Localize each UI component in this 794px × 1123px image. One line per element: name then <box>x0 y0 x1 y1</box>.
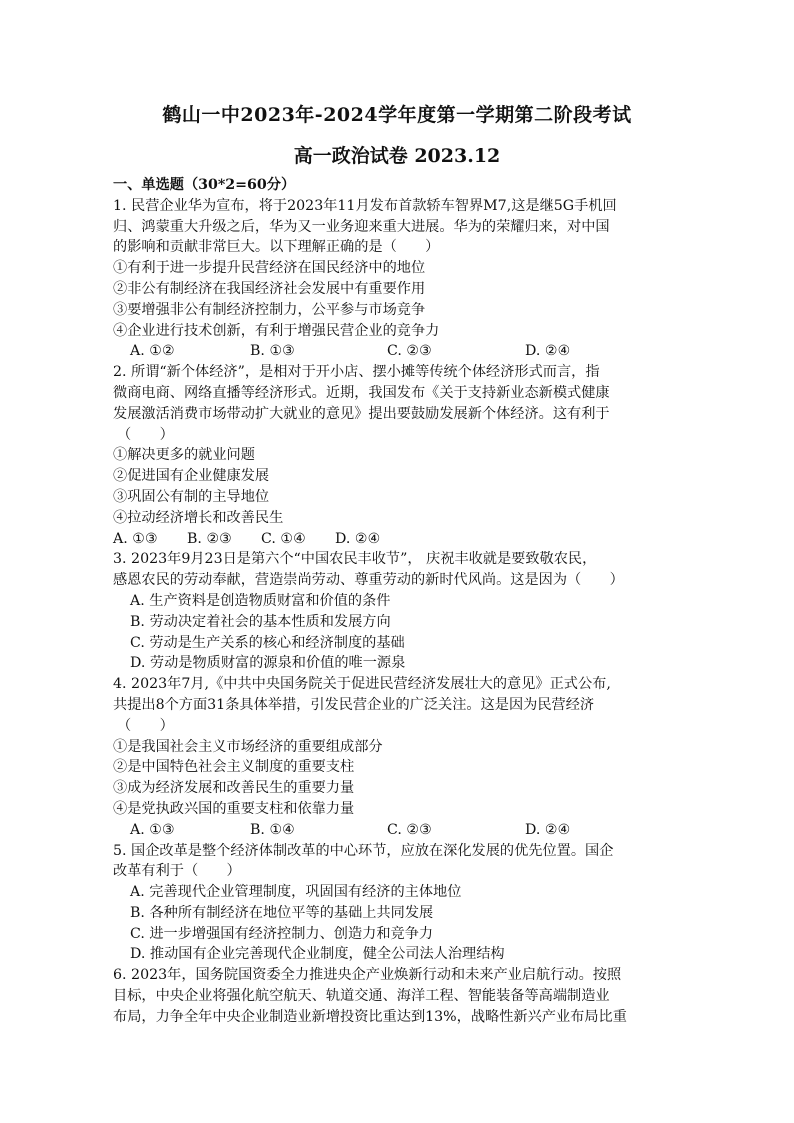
exam-body <box>113 175 693 1028</box>
question-stem-line: 微商电商、网络直播等经济形式。近期，我国发布《关于支持新业态新模式健康 <box>113 384 610 401</box>
statement-item: ④是党执政兴国的重要支柱和依靠力量 <box>113 800 355 817</box>
question-2 <box>113 362 693 549</box>
statement-item: ④企业进行技术创新，有利于增强民营企业的竞争力 <box>113 322 440 339</box>
option-d[interactable]: D. ②④ <box>525 343 571 360</box>
option-a[interactable]: A. ①③ <box>130 821 175 838</box>
option-b[interactable]: B. 劳动决定着社会的基本性质和发展方向 <box>130 613 391 630</box>
option-b[interactable]: B. ①③ <box>250 343 295 360</box>
option-b[interactable]: B. 各种所有制经济在地位平等的基础上共同发展 <box>130 904 434 921</box>
option-d[interactable]: D. 劳动是物质财富的源泉和价值的唯一源泉 <box>130 655 406 672</box>
question-stem-line: 布局，力争全年中央企业制造业新增投资比重达到13%，战略性新兴产业布局比重 <box>113 1008 627 1025</box>
answer-options <box>113 820 693 841</box>
option-a[interactable]: A. 完善现代企业管理制度，巩固国有经济的主体地位 <box>130 884 462 901</box>
question-1 <box>113 196 693 362</box>
option-b[interactable]: B. ②③ <box>187 530 232 547</box>
statement-item: ③巩固公有制的主导地位 <box>113 488 270 505</box>
statement-item: ①解决更多的就业问题 <box>113 447 255 464</box>
section-heading: 一、单选题（30*2=60分） <box>113 177 296 193</box>
question-5 <box>113 841 693 966</box>
answer-options <box>113 341 693 362</box>
question-stem-line: 5. 国企改革是整个经济体制改革的中心环节，应放在深化发展的优先位置。国企 <box>113 842 614 859</box>
option-a[interactable]: A. ①③ <box>113 530 158 547</box>
question-stem-line: 4. 2023年7月,《中共中央国务院关于促进民营经济发展壮大的意见》正式公布, <box>113 676 611 693</box>
question-stem-line: （ ） <box>117 717 174 734</box>
option-d[interactable]: D. 推动国有企业完善现代企业制度，健全公司法人治理结构 <box>130 946 505 963</box>
statement-item: ②是中国特色社会主义制度的重要支柱 <box>113 759 355 776</box>
question-stem-line: 感恩农民的劳动奉献，营造崇尚劳动、尊重劳动的新时代风尚。这是因为（ ） <box>113 572 624 589</box>
answer-options <box>113 529 693 550</box>
option-a[interactable]: A. 生产资料是创造物质财富和价值的条件 <box>130 592 391 609</box>
statement-item: ②非公有制经济在我国经济社会发展中有重要作用 <box>113 280 426 297</box>
question-stem-line: 归、鸿蒙重大升级之后，华为又一业务迎来重大进展。华为的荣耀归来，对中国 <box>113 218 610 235</box>
question-stem-line: 2. 所谓“新个体经济”，是相对于开小店、摆小摊等传统个体经济形式而言，指 <box>113 364 600 381</box>
option-a[interactable]: A. ①② <box>130 343 175 360</box>
option-d[interactable]: D. ②④ <box>525 821 571 838</box>
statement-item: ①是我国社会主义市场经济的重要组成部分 <box>113 738 383 755</box>
exam-subtitle: 高一政治试卷 2023.12 <box>293 145 501 167</box>
exam-title: 鹤山一中2023年-2024学年度第一学期第二阶段考试 <box>162 104 632 126</box>
option-c[interactable]: C. 进一步增强国有经济控制力、创造力和竞争力 <box>130 925 434 942</box>
question-3 <box>113 549 693 674</box>
question-stem-line: 1. 民营企业华为宣布，将于2023年11月发布首款轿车智界M7,这是继5G手机回 <box>113 197 617 214</box>
question-stem-line: 目标，中央企业将强化航空航天、轨道交通、海洋工程、智能装备等高端制造业 <box>113 988 610 1005</box>
statement-item: ①有利于进一步提升民营经济在国民经济中的地位 <box>113 260 426 277</box>
question-4 <box>113 674 693 840</box>
option-d[interactable]: D. ②④ <box>335 530 381 547</box>
question-6 <box>113 965 693 1027</box>
statement-item: ④拉动经济增长和改善民生 <box>113 509 284 526</box>
statement-item: ③成为经济发展和改善民生的重要力量 <box>113 780 355 797</box>
question-stem-line: 改革有利于（ ） <box>113 863 241 880</box>
option-c[interactable]: C. ②③ <box>387 343 432 360</box>
question-stem-line: 3. 2023年9月23日是第六个“中国农民丰收节”， 庆祝丰收就是要致敬农民， <box>113 551 597 568</box>
question-stem-line: 6. 2023年，国务院国资委全力推进央企产业焕新行动和未来产业启航行动。按照 <box>113 967 622 984</box>
question-stem-line: 发展激活消费市场带动扩大就业的意见》提出要鼓励发展新个体经济。这有利于 <box>113 405 610 422</box>
option-c[interactable]: C. ①④ <box>261 530 306 547</box>
option-c[interactable]: C. ②③ <box>387 821 432 838</box>
option-b[interactable]: B. ①④ <box>250 821 295 838</box>
option-c[interactable]: C. 劳动是生产关系的核心和经济制度的基础 <box>130 634 405 651</box>
statement-item: ②促进国有企业健康发展 <box>113 468 270 485</box>
statement-item: ③要增强非公有制经济控制力，公平参与市场竞争 <box>113 301 426 318</box>
question-stem-line: 的影响和贡献非常巨大。以下理解正确的是（ ） <box>113 239 440 256</box>
question-stem-line: 共提出8个方面31条具体举措，引发民营企业的广泛关注。这是因为民营经济 <box>113 696 595 713</box>
question-stem-line: （ ） <box>117 426 174 443</box>
